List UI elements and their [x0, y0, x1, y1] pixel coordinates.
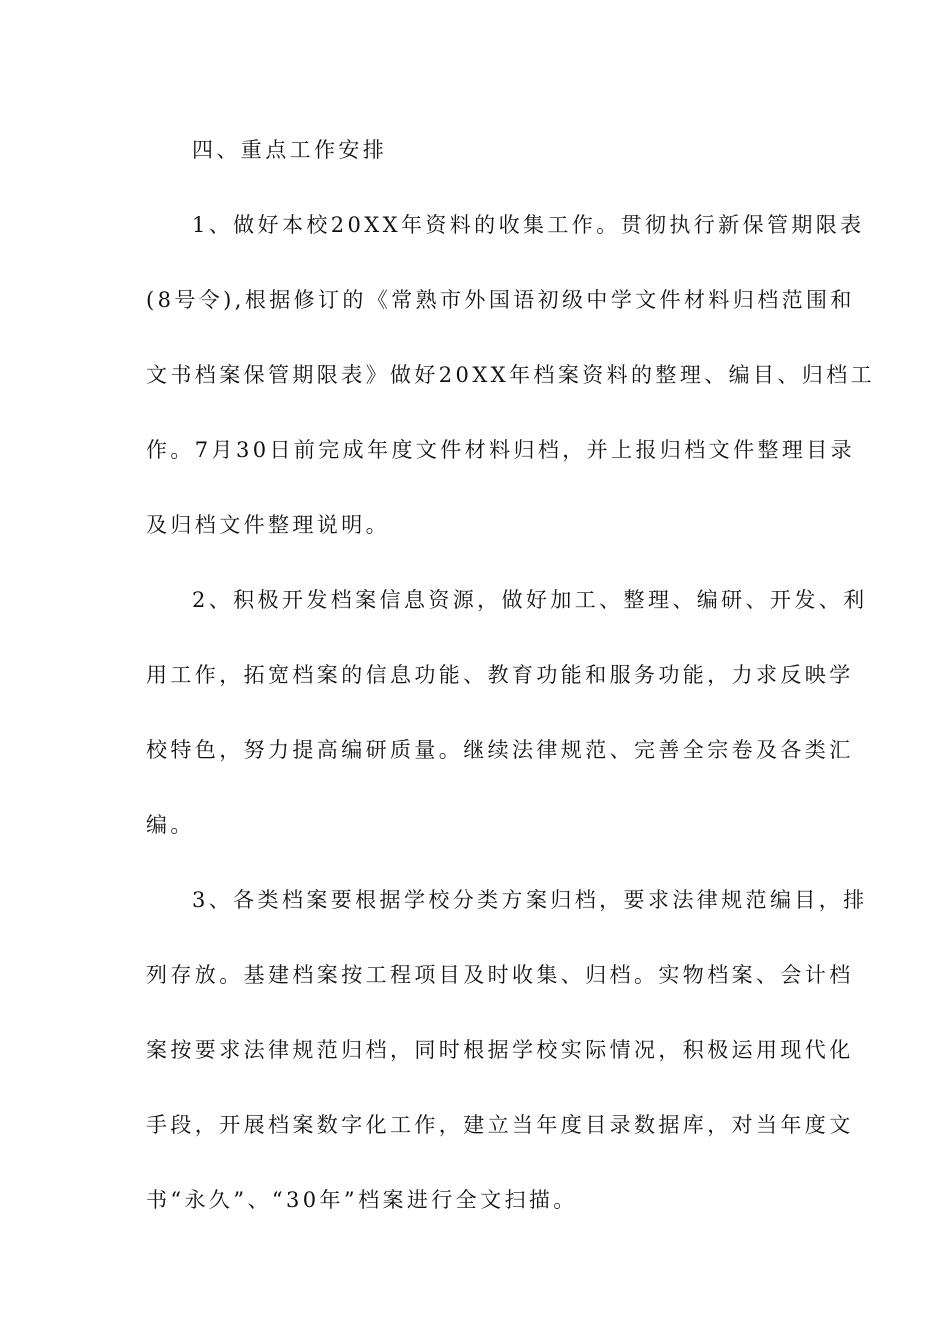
paragraph-line: 2、积极开发档案信息资源，做好加工、整理、编研、开发、利 [192, 588, 868, 612]
paragraph-line: 3、各类档案要根据学校分类方案归档，要求法律规范编目，排 [192, 888, 868, 912]
paragraph-line: 编。 [146, 813, 195, 837]
paragraph-line: 1、做好本校20XX年资料的收集工作。贯彻执行新保管期限表 [192, 213, 865, 237]
paragraph-3 [146, 863, 868, 1238]
paragraph-line: 用工作，拓宽档案的信息功能、教育功能和服务功能，力求反映学 [146, 663, 854, 687]
paragraph-line: 文书档案保管期限表》做好20XX年档案资料的整理、编目、归档工 [146, 363, 876, 387]
paragraph-line: 列存放。基建档案按工程项目及时收集、归档。实物档案、会计档 [146, 963, 854, 987]
paragraph-line: 手段，开展档案数字化工作，建立当年度目录数据库，对当年度文 [146, 1113, 854, 1137]
paragraph-line: 书“永久”、“30年”档案进行全文扫描。 [146, 1188, 578, 1212]
paragraph-line: 校特色，努力提高编研质量。继续法律规范、完善全宗卷及各类汇 [146, 738, 854, 762]
document-body [146, 113, 876, 1238]
paragraph-1 [146, 188, 876, 563]
paragraph-line: (8号令),根据修订的《常熟市外国语初级中学文件材料归档范围和 [146, 288, 855, 312]
section-heading: 四、重点工作安排 [192, 138, 388, 162]
paragraph-line: 作。7月30日前完成年度文件材料归档，并上报归档文件整理目录 [146, 438, 856, 462]
paragraph-line: 及归档文件整理说明。 [146, 513, 390, 537]
paragraph-2 [146, 563, 868, 863]
paragraph-line: 案按要求法律规范归档，同时根据学校实际情况，积极运用现代化 [146, 1038, 854, 1062]
